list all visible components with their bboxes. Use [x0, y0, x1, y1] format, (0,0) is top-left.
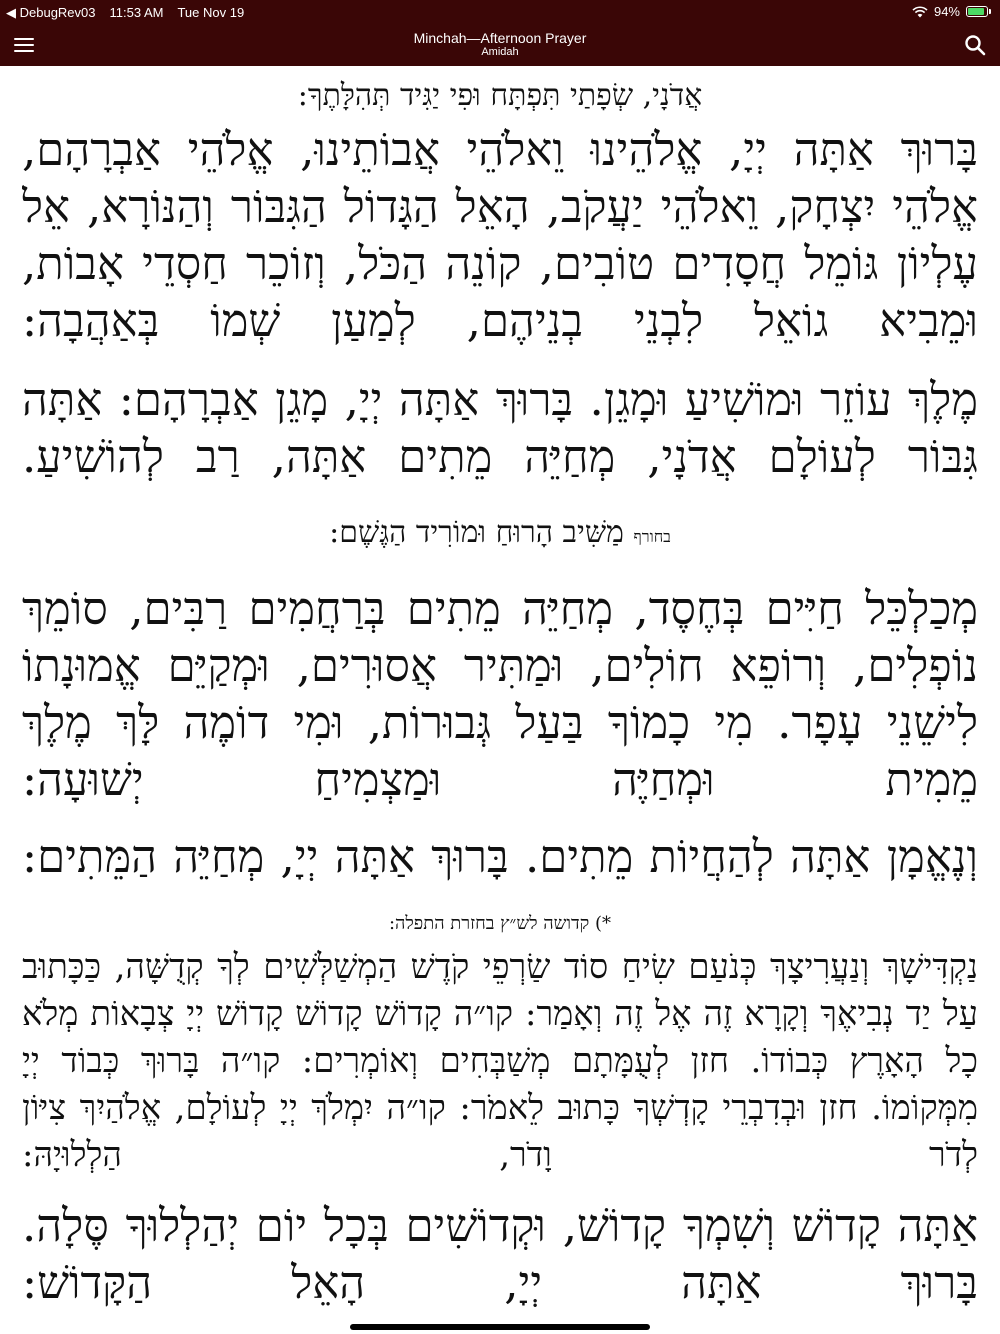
- battery-percent: 94%: [933, 4, 960, 19]
- winter-label: בחורף: [633, 527, 671, 546]
- menu-button[interactable]: [14, 36, 36, 54]
- battery-fill: [968, 8, 984, 15]
- back-to-app-link[interactable]: ◀ DebugRev03: [6, 5, 96, 20]
- prayer-avot-close: מֶלֶךְ עוֹזֵר וּמוֹשִׁיעַ וּמָגֵן. בָּרוּךְ אַתָּה יְיָ, מָגֵן אַבְרָהָם: אַתָּה גִּבּוֹר לְעוֹלָם אֲדֹנָי, מְחַיֵּה מֵתִים אַתָּה, רַב לְהוֹשִׁיעַ.: [22, 373, 978, 483]
- status-date: Tue Nov 19: [177, 5, 245, 20]
- winter-insert: [22, 515, 978, 550]
- status-time: 11:53 AM: [109, 5, 164, 20]
- page-title: Minchah—Afternoon Prayer: [413, 30, 587, 46]
- search-button[interactable]: [964, 34, 986, 56]
- menu-icon-bar: [14, 50, 34, 52]
- battery-icon: [966, 6, 988, 17]
- winter-text: מַשִּׁיב הָרוּחַ וּמוֹרִיד הַגֶּשֶׁם:: [329, 515, 624, 550]
- top-bar: [0, 0, 1000, 66]
- menu-icon-bar: [14, 44, 34, 46]
- prayer-text-scroll[interactable]: [22, 70, 978, 1334]
- prayer-gevurot: מְכַלְכֵּל חַיִּים בְּחֶסֶד, מְחַיֵּה מֵתִים בְּרַחֲמִים רַבִּים, סוֹמֵךְ נוֹפְלִים, וְרוֹפֵא חוֹלִים, וּמַתִּיר אֲסוּרִים, וּמְקַיֵּם אֱמוּנָתוֹ לִישֵׁנֵי עָפָר. מִי כָמוֹךָ בַּעַל גְּבוּרוֹת, וּמִי דוֹמֶה לָּךְ מֶלֶךְ מֵמִית וּמְחַיֶּה וּמַצְמִיחַ יְשׁוּעָה:: [22, 582, 978, 806]
- kedusha-note: *) קדושה לש״ץ בחזרת התפלה:: [388, 913, 612, 934]
- prayer-avot: בָּרוּךְ אַתָּה יְיָ, אֱלֹהֵינוּ וֵאלֹהֵי אֲבוֹתֵינוּ, אֱלֹהֵי אַבְרָהָם, אֱלֹהֵי יִצְחָק, וֵאלֹהֵי יַעֲקֹב, הָאֵל הַגָּדוֹל הַגִּבּוֹר וְהַנּוֹרָא, אֵל עֶלְיוֹן גּוֹמֵל חֲסָדִים טוֹבִים, קוֹנֵה הַכֹּל, וְזוֹכֵר חַסְדֵי אָבוֹת, וּמֵבִיא גוֹאֵל לִבְנֵי בְנֵיהֶם, לְמַעַן שְׁמוֹ בְּאַהֲבָה:: [22, 123, 978, 347]
- wifi-icon: [912, 6, 928, 18]
- prayer-kedushat-hashem: אַתָּה קָדוֹשׁ וְשִׁמְךָ קָדוֹשׁ, וּקְדוֹשִׁים בְּכָל יוֹם יְהַלְלוּךָ סֶּלָה. בָּרוּךְ אַתָּה יְיָ, הָאֵל הַקָּדוֹשׁ:: [22, 1199, 978, 1309]
- prayer-opening: אֲדֹנָי, שְׂפָתַי תִּפְתָּח וּפִי יַגִּיד תְּהִלָּתֶךָ:: [297, 78, 703, 113]
- page-subtitle: Amidah: [481, 46, 519, 59]
- search-icon: [964, 34, 986, 56]
- nav-title: [200, 30, 800, 59]
- prayer-kedusha: נַקְדִּישָׁךְ וְנַעֲרִיצָךְ כְּנֹעַם שִׂיחַ סוֹד שַׂרְפֵי קֹדֶשׁ הַמְשַׁלְּשִׁים לְךָ קְדֻשָּׁה, כַּכָּתוּב עַל יַד נְבִיאֶךָ וְקָרָא זֶה אֶל זֶה וְאָמַר: קו״ה קָדוֹשׁ קָדוֹשׁ קָדוֹשׁ יְיָ צְבָאוֹת מְלֹא כָל הָאָרֶץ כְּבוֹדוֹ. חזן לְעֻמָּתָם מְשַׁבְּחִים וְאוֹמְרִים: קו״ה בָּרוּךְ כְּבוֹד יְיָ מִמְּקוֹמוֹ. חזן וּבְדִבְרֵי קָדְשְׁךָ כָּתוּב לֵאמֹר: קו״ה יִמְלֹךְ יְיָ לְעוֹלָם, אֱלֹהַיִךְ צִיּוֹן לְדֹר וָדֹר, הַלְלוּיָהּ:: [22, 947, 978, 1175]
- home-indicator[interactable]: [350, 1324, 650, 1330]
- status-bar: [0, 0, 1000, 24]
- prayer-gevurot-close: וְנֶאֱמָן אַתָּה לְהַחֲיוֹת מֵתִים. בָּרוּךְ אַתָּה יְיָ, מְחַיֵּה הַמֵּתִים:: [22, 830, 978, 883]
- menu-icon: [14, 38, 34, 40]
